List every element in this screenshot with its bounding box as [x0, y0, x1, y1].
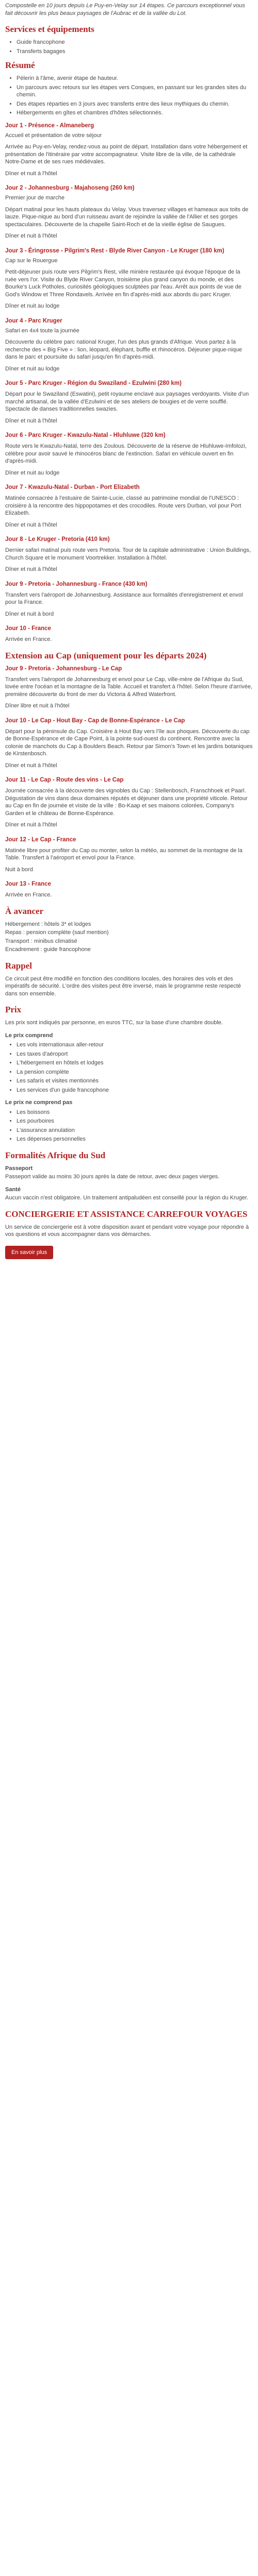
services-title: Services et équipements [5, 24, 94, 34]
day-text: Transfert vers l'aéroport de Johannesburg et envol pour Le Cap, ville-mère de l'Afrique du Sud, lovée entre l'océan et la montagne de la Table. Accueil et transfert à l'hôtel. Selon l'heure d'arrivée, première découverte du front de mer du Victoria & Alfred Waterfront. [5, 676, 253, 698]
prix-inclus-item: • Les taxes d'aéroport [17, 1050, 253, 1058]
day-title: Jour 12 - Le Cap - France [5, 836, 76, 843]
day-7 [5, 484, 253, 529]
prix-inclus-item: • Les safaris et visites mentionnés [17, 1077, 253, 1085]
ext-day-5 [5, 880, 253, 899]
day-text: Route vers le Kwazulu-Natal, terre des Zoulous. Découverte de la réserve de Hluhluwe-Imfolozi, célèbre pour avoir sauvé le rhinocéros blanc de l'extinction. Safari en véhicule ouvert en fin d'après-midi. [5, 443, 247, 464]
day-text: Matinée consacrée à l'estuaire de Sainte-Lucie, classé au patrimoine mondial de l'UNESCO : croisière à la rencontre des hippopotames et des crocodiles. Route vers Durban, vol pour Port Elizabeth. [5, 495, 241, 516]
day-meta: Dîner et nuit au lodge [5, 365, 60, 372]
conciergerie-text: Un service de conciergerie est à votre disposition avant et pendant votre voyage pour répondre à vos questions et vous accompagner dans vos démarches. [5, 1224, 249, 1238]
prix-inclus-item: • Les services d'un guide francophone [17, 1087, 253, 1094]
day-meta: Dîner et nuit à l'hôtel [5, 417, 57, 424]
prix-title: Prix [5, 1005, 22, 1014]
day-title: Jour 4 - Parc Kruger [5, 317, 62, 324]
day-meta: Dîner et nuit à bord [5, 611, 54, 617]
prix-exclus-item: • Les dépenses personnelles [17, 1136, 253, 1143]
day-title: Jour 9 - Pretoria - Johannesburg - France (430 km) [5, 581, 148, 587]
resume-section [5, 60, 253, 117]
day-text: Transfert vers l'aéroport de Johannesburg. Assistance aux formalités d'enregistrement et envol pour la France. [5, 591, 243, 605]
extension-title: Extension au Cap (uniquement pour les départs 2024) [5, 650, 207, 660]
day-text: Dernier safari matinal puis route vers Pretoria. Tour de la capitale administrative : Union Buildings, Church Square et le monument Voortrekker. Installation à l'hôtel. [5, 547, 251, 561]
day-4 [5, 317, 253, 373]
day-10 [5, 625, 253, 643]
day-1 [5, 122, 253, 178]
prix-exclus-item: • L'assurance annulation [17, 1127, 253, 1134]
services-item: • Transferts bagages [17, 48, 253, 56]
resume-item: • Pèlerin à l'âme, avenir étape de hauteur. [17, 75, 253, 82]
day-9 [5, 581, 253, 618]
day-meta: Nuit à bord [5, 866, 33, 873]
conciergerie-button[interactable]: En savoir plus [5, 1246, 53, 1260]
day-title: Jour 7 - Kwazulu-Natal - Durban - Port Elizabeth [5, 484, 140, 490]
day-meta: Dîner et nuit à l'hôtel [5, 762, 57, 769]
rappel-text: Ce circuit peut être modifié en fonction des conditions locales, des horaires des vols et des impératifs de sécurité. L'ordre des visites peut être inversé, mais le programme reste respecté dans son ensemble. [5, 975, 241, 997]
avance-item: Repas : pension complète (sauf mention) [5, 929, 109, 936]
formalites-answer: Passeport valide au moins 30 jours après la date de retour, avec deux pages vierges. [5, 1174, 220, 1180]
day-text: Départ pour la péninsule du Cap. Croisière à Hout Bay vers l'île aux phoques. Découverte du cap de Bonne-Espérance et de Cape Point, à la pointe sud-ouest du continent. Rencontre avec la colonie de manchots du Cap à Boulders Beach. Retour par Simon's Town et les jardins botaniques de Kirstenbosch. [5, 728, 253, 757]
day-3 [5, 247, 253, 310]
day-2 [5, 184, 253, 240]
resume-title: Résumé [5, 60, 35, 70]
resume-item: • Un parcours avec retours sur les étapes vers Conques, en passant sur les grandes sites du chemin. [17, 84, 253, 99]
formalites-question: Santé [5, 1186, 21, 1193]
day-title: Jour 9 - Pretoria - Johannesburg - Le Cap [5, 665, 122, 672]
day-title: Jour 8 - Le Kruger - Pretoria (410 km) [5, 536, 110, 543]
prix-exclus-item: • Les pourboires [17, 1117, 253, 1125]
resume-item: • Des étapes réparties en 3 jours avec transferts entre des lieux mythiques du chemin. [17, 100, 253, 108]
prix-intro: Les prix sont indiqués par personne, en euros TTC, sur la base d'une chambre double. [5, 1020, 223, 1026]
day-title: Jour 6 - Parc Kruger - Kwazulu-Natal - Hluhluwe (320 km) [5, 432, 166, 438]
prix-inclus-item: • Les vols internationaux aller-retour [17, 1041, 253, 1049]
day-distance: Accueil et présentation de votre séjour [5, 132, 102, 139]
day-title: Jour 5 - Parc Kruger - Région du Swaziland - Ezulwini (280 km) [5, 380, 182, 386]
conciergerie-title: CONCIERGERIE ET ASSISTANCE CARREFOUR VOYAGES [5, 1209, 248, 1219]
day-text: Matinée libre pour profiter du Cap ou monter, selon la météo, au sommet de la montagne de la Table. Transfert à l'aéroport et envol pour la France. [5, 847, 243, 861]
itinerary [5, 122, 253, 643]
formalites-question: Passeport [5, 1165, 33, 1172]
prix-inclus-item: • L'hébergement en hôtels et lodges [17, 1059, 253, 1067]
day-title: Jour 1 - Présence - Almaneberg [5, 122, 94, 129]
day-distance: Cap sur le Rouergue [5, 257, 58, 264]
day-text: Journée consacrée à la découverte des vignobles du Cap : Stellenbosch, Franschhoek et Paarl. Dégustation de vins dans deux domaines réputés et déjeuner dans une propriété viticole. Retour au Cap en fin de journée et visite de la ville : Bo-Kaap et ses maisons colorées, Company's Garden et le château de Bonne-Espérance. [5, 788, 248, 817]
day-text: Arrivée en France. [5, 892, 52, 898]
prix-inclus-title: Le prix comprend [5, 1032, 53, 1039]
day-5 [5, 380, 253, 425]
day-text: Arrivée au Puy-en-Velay, rendez-vous au point de départ. Installation dans votre hébergement et présentation de l'itinéraire par votre accompagnateur. Visite libre de la ville, de la cathédrale Notre-Dame et de ses rues médiévales. [5, 144, 248, 165]
conciergerie-section [5, 1209, 253, 1265]
avance-section [5, 906, 253, 954]
day-meta: Dîner et nuit à l'hôtel [5, 822, 57, 828]
services-section [5, 24, 253, 55]
day-title: Jour 13 - France [5, 881, 51, 887]
formalites-answer: Aucun vaccin n'est obligatoire. Un traitement antipaludéen est conseillé pour la région du Kruger. [5, 1195, 249, 1201]
day-text: Départ pour le Swaziland (Eswatini), petit royaume enclavé aux paysages verdoyants. Visite d'un marché artisanal, de la vallée d'Ezulwini et de ses ateliers de bougies et de verre soufflé. Spectacle de danses traditionnelles swazies. [5, 391, 249, 412]
intro-text: Compostelle en 10 jours depuis Le Puy-en-Velay sur 14 étapes. Ce parcours exceptionnel vous fait découvrir les plus beaux paysages de l'Aubrac et de la vallée du Lot. [5, 3, 245, 16]
prix-exclus-item: • Les boissons [17, 1109, 253, 1116]
day-distance: Premier jour de marche [5, 195, 64, 201]
formalites-section [5, 1150, 253, 1202]
day-meta: Dîner et nuit à l'hôtel [5, 170, 57, 177]
ext-day-1 [5, 665, 253, 710]
day-8 [5, 536, 253, 573]
page [0, 0, 258, 1264]
avance-item: Hébergement : hôtels 3* et lodges [5, 921, 91, 927]
day-meta: Dîner et nuit au lodge [5, 303, 60, 309]
ext-day-2 [5, 717, 253, 770]
day-title: Jour 11 - Le Cap - Route des vins - Le Cap [5, 777, 124, 783]
formalites-title: Formalités Afrique du Sud [5, 1150, 106, 1160]
avance-item: Transport : minibus climatisé [5, 938, 77, 944]
rappel-title: Rappel [5, 960, 32, 971]
day-distance: Safari en 4x4 toute la journée [5, 327, 79, 334]
prix-exclus-title: Le prix ne comprend pas [5, 1099, 73, 1106]
rappel-section [5, 961, 253, 998]
day-meta: Dîner et nuit à l'hôtel [5, 233, 57, 239]
extension-section [5, 651, 253, 899]
day-text: Arrivée en France. [5, 636, 52, 642]
day-text: Départ matinal pour les hauts plateaux du Velay. Vous traversez villages et hameaux aux toits de lauze. Pique-nique au bord d'un ruisseau avant de rejoindre la vallée de l'Allier et ses gorges spectaculaires. Découverte de la chapelle Saint-Roch et de la vieille église de Saugues. [5, 206, 249, 228]
day-title: Jour 2 - Johannesburg - Majahoseng (260 km) [5, 185, 135, 191]
prix-section [5, 1005, 253, 1143]
day-meta: Dîner et nuit à l'hôtel [5, 566, 57, 572]
prix-inclus-item: • La pension complète [17, 1069, 253, 1076]
avance-item: Encadrement : guide francophone [5, 946, 91, 953]
day-title: Jour 3 - Éringrosse - Pilgrim's Rest - Blyde River Canyon - Le Kruger (180 km) [5, 247, 224, 254]
avance-title: À avancer [5, 906, 44, 916]
day-meta: Dîner et nuit à l'hôtel [5, 521, 57, 528]
day-text: Découverte du célèbre parc national Kruger, l'un des plus grands d'Afrique. Vous partez à la recherche des « Big Five » : lion, léopard, éléphant, buffle et rhinocéros. Déjeuner pique-nique dans le parc et poursuite du safari jusqu'en fin d'après-midi. [5, 339, 243, 360]
day-meta: Dîner et nuit au lodge [5, 469, 60, 476]
resume-item: • Hébergements en gîtes et chambres d'hôtes sélectionnés. [17, 109, 253, 117]
day-title: Jour 10 - France [5, 625, 51, 632]
day-title: Jour 10 - Le Cap - Hout Bay - Cap de Bonne-Espérance - Le Cap [5, 717, 185, 724]
day-text: Petit-déjeuner puis route vers Pilgrim's Rest, ville minière restaurée qui évoque l'époque de la ruée vers l'or. Visite du Blyde River Canyon, troisième plus grand canyon du monde, et des Bourke's Luck Potholes, curiosités géologiques sculptées par l'eau. Arrêt aux points de vue de God's Window et Three Rondavels. Arrivée en fin d'après-midi aux abords du parc Kruger. [5, 269, 241, 298]
ext-day-4 [5, 836, 253, 874]
day-6 [5, 432, 253, 477]
day-meta: Dîner libre et nuit à l'hôtel [5, 703, 70, 709]
ext-day-3 [5, 776, 253, 829]
services-item: • Guide francophone [17, 39, 253, 46]
